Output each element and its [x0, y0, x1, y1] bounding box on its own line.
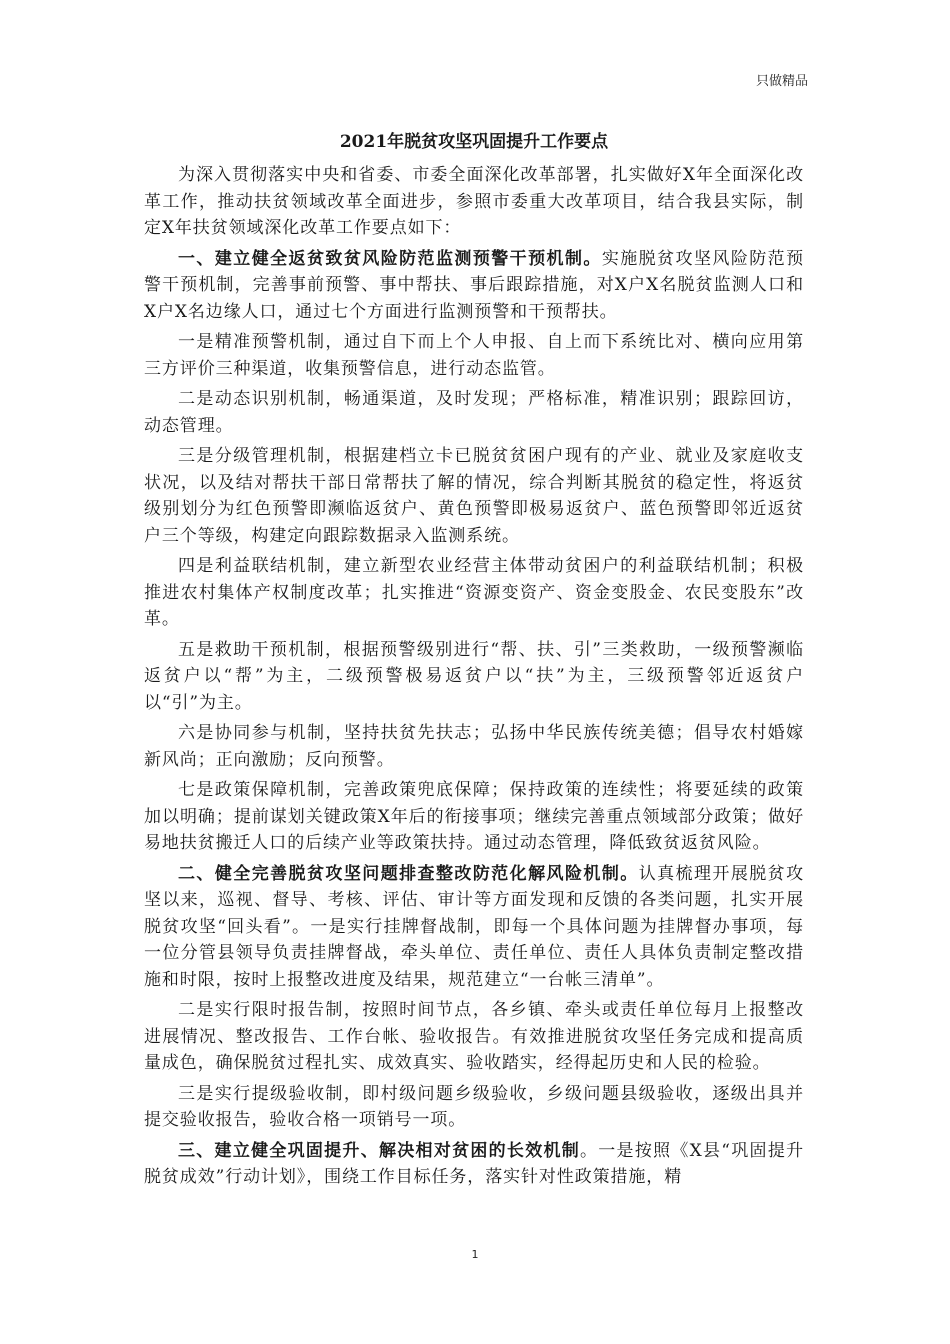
paragraph	[144, 443, 804, 549]
paragraph	[144, 720, 804, 773]
paragraph	[144, 637, 804, 717]
paragraph-text: 三是实行提级验收制，即村级问题乡级验收，乡级问题县级验收，逐级出具并提交验收报告，验收合格一项销号一项。	[144, 1083, 804, 1130]
paragraph-text: 认真梳理开展脱贫攻坚以来，巡视、督导、考核、评估、审计等方面发现和反馈的各类问题，扎实开展脱贫攻坚“回头看”。一是实行挂牌督战制，即每一个具体问题为挂牌督办事项，每一位分管县领导负责挂牌督战，牵头单位、责任单位、责任人具体负责制定整改措施和时限，按时上报整改进度及结果，规范建立“一台帐三清单”。	[144, 863, 805, 990]
paragraph-text: 为深入贯彻落实中央和省委、市委全面深化改革部署，扎实做好X年全面深化改革工作，推动扶贫领域改革全面进步，参照市委重大改革项目，结合我县实际，制定X年扶贫领域深化改革工作要点如下：	[144, 165, 804, 238]
paragraph-text: 二是实行限时报告制，按照时间节点，各乡镇、牵头或责任单位每月上报整改进展情况、整改报告、工作台帐、验收报告。有效推进脱贫攻坚任务完成和提高质量成色，确保脱贫过程扎实、成效真实、验收踏实，经得起历史和人民的检验。	[144, 1000, 804, 1073]
paragraph-text: 七是政策保障机制，完善政策兜底保障；保持政策的连续性；将要延续的政策加以明确；提前谋划关键政策X年后的衔接事项；继续完善重点领域部分政策；做好易地扶贫搬迁人口的后续产业等政策扶持。通过动态管理，降低致贫返贫风险。	[144, 780, 804, 853]
paragraph-text: 五是救助干预机制，根据预警级别进行“帮、扶、引”三类救助，一级预警濒临返贫户以“帮”为主，二级预警极易返贫户以“扶”为主，三级预警邻近返贫户以“引”为主。	[144, 639, 804, 713]
document-title: 2021年脱贫攻坚巩固提升工作要点	[339, 132, 609, 152]
paragraph-text: 实施脱贫攻坚风险防范预警干预机制，完善事前预警、事中帮扶、事后跟踪措施，对X户X名脱贫监测人口和X户X名边缘人口，通过七个方面进行监测预警和干预帮扶。	[144, 248, 804, 322]
paragraph	[144, 329, 804, 382]
paragraph	[144, 861, 804, 994]
page-header: 只做精品	[755, 74, 808, 89]
paragraph	[144, 777, 804, 857]
paragraph	[144, 246, 804, 326]
paragraph-text: 六是协同参与机制，坚持扶贫先扶志；弘扬中华民族传统美德；倡导农村婚嫁新风尚；正向激励；反向预警。	[144, 723, 804, 770]
page-number: 1	[471, 1248, 479, 1261]
paragraph-list	[144, 162, 804, 1191]
section-heading: 二、健全完善脱贫攻坚问题排查整改防范化解风险机制。	[178, 863, 639, 884]
paragraph-text: 二是动态识别机制，畅通渠道，及时发现；严格标准，精准识别；跟踪回访，动态管理。	[144, 389, 804, 436]
paragraph	[144, 1081, 804, 1134]
paragraph-text: 三是分级管理机制，根据建档立卡已脱贫贫困户现有的产业、就业及家庭收支状况，以及结对帮扶干部日常帮扶了解的情况，综合判断其脱贫的稳定性，将返贫级别划分为红色预警即濒临返贫户、黄色预警即极易返贫户、蓝色预警即邻近返贫户三个等级，构建定向跟踪数据录入监测系统。	[144, 446, 804, 546]
paragraph	[144, 553, 804, 633]
paragraph	[144, 997, 804, 1077]
paragraph	[144, 162, 804, 242]
paragraph-text: 四是利益联结机制，建立新型农业经营主体带动贫困户的利益联结机制；积极推进农村集体产权制度改革；扎实推进“资源变资产、资金变股金、农民变股东”改革。	[144, 556, 804, 629]
section-heading: 一、建立健全返贫致贫风险防范监测预警干预机制。	[178, 248, 602, 269]
paragraph-text: 。一是按照《X县“巩固提升脱贫成效”行动计划》，围绕工作目标任务，落实针对性政策措施，精	[144, 1140, 804, 1187]
paragraph	[144, 1138, 804, 1191]
document-body	[144, 128, 804, 1195]
paragraph-text: 一是精准预警机制，通过自下而上个人申报、自上而下系统比对、横向应用第三方评价三种渠道，收集预警信息，进行动态监管。	[144, 332, 804, 379]
paragraph	[144, 386, 804, 439]
section-heading: 三、建立健全巩固提升、解决相对贫困的长效机制	[178, 1140, 581, 1161]
